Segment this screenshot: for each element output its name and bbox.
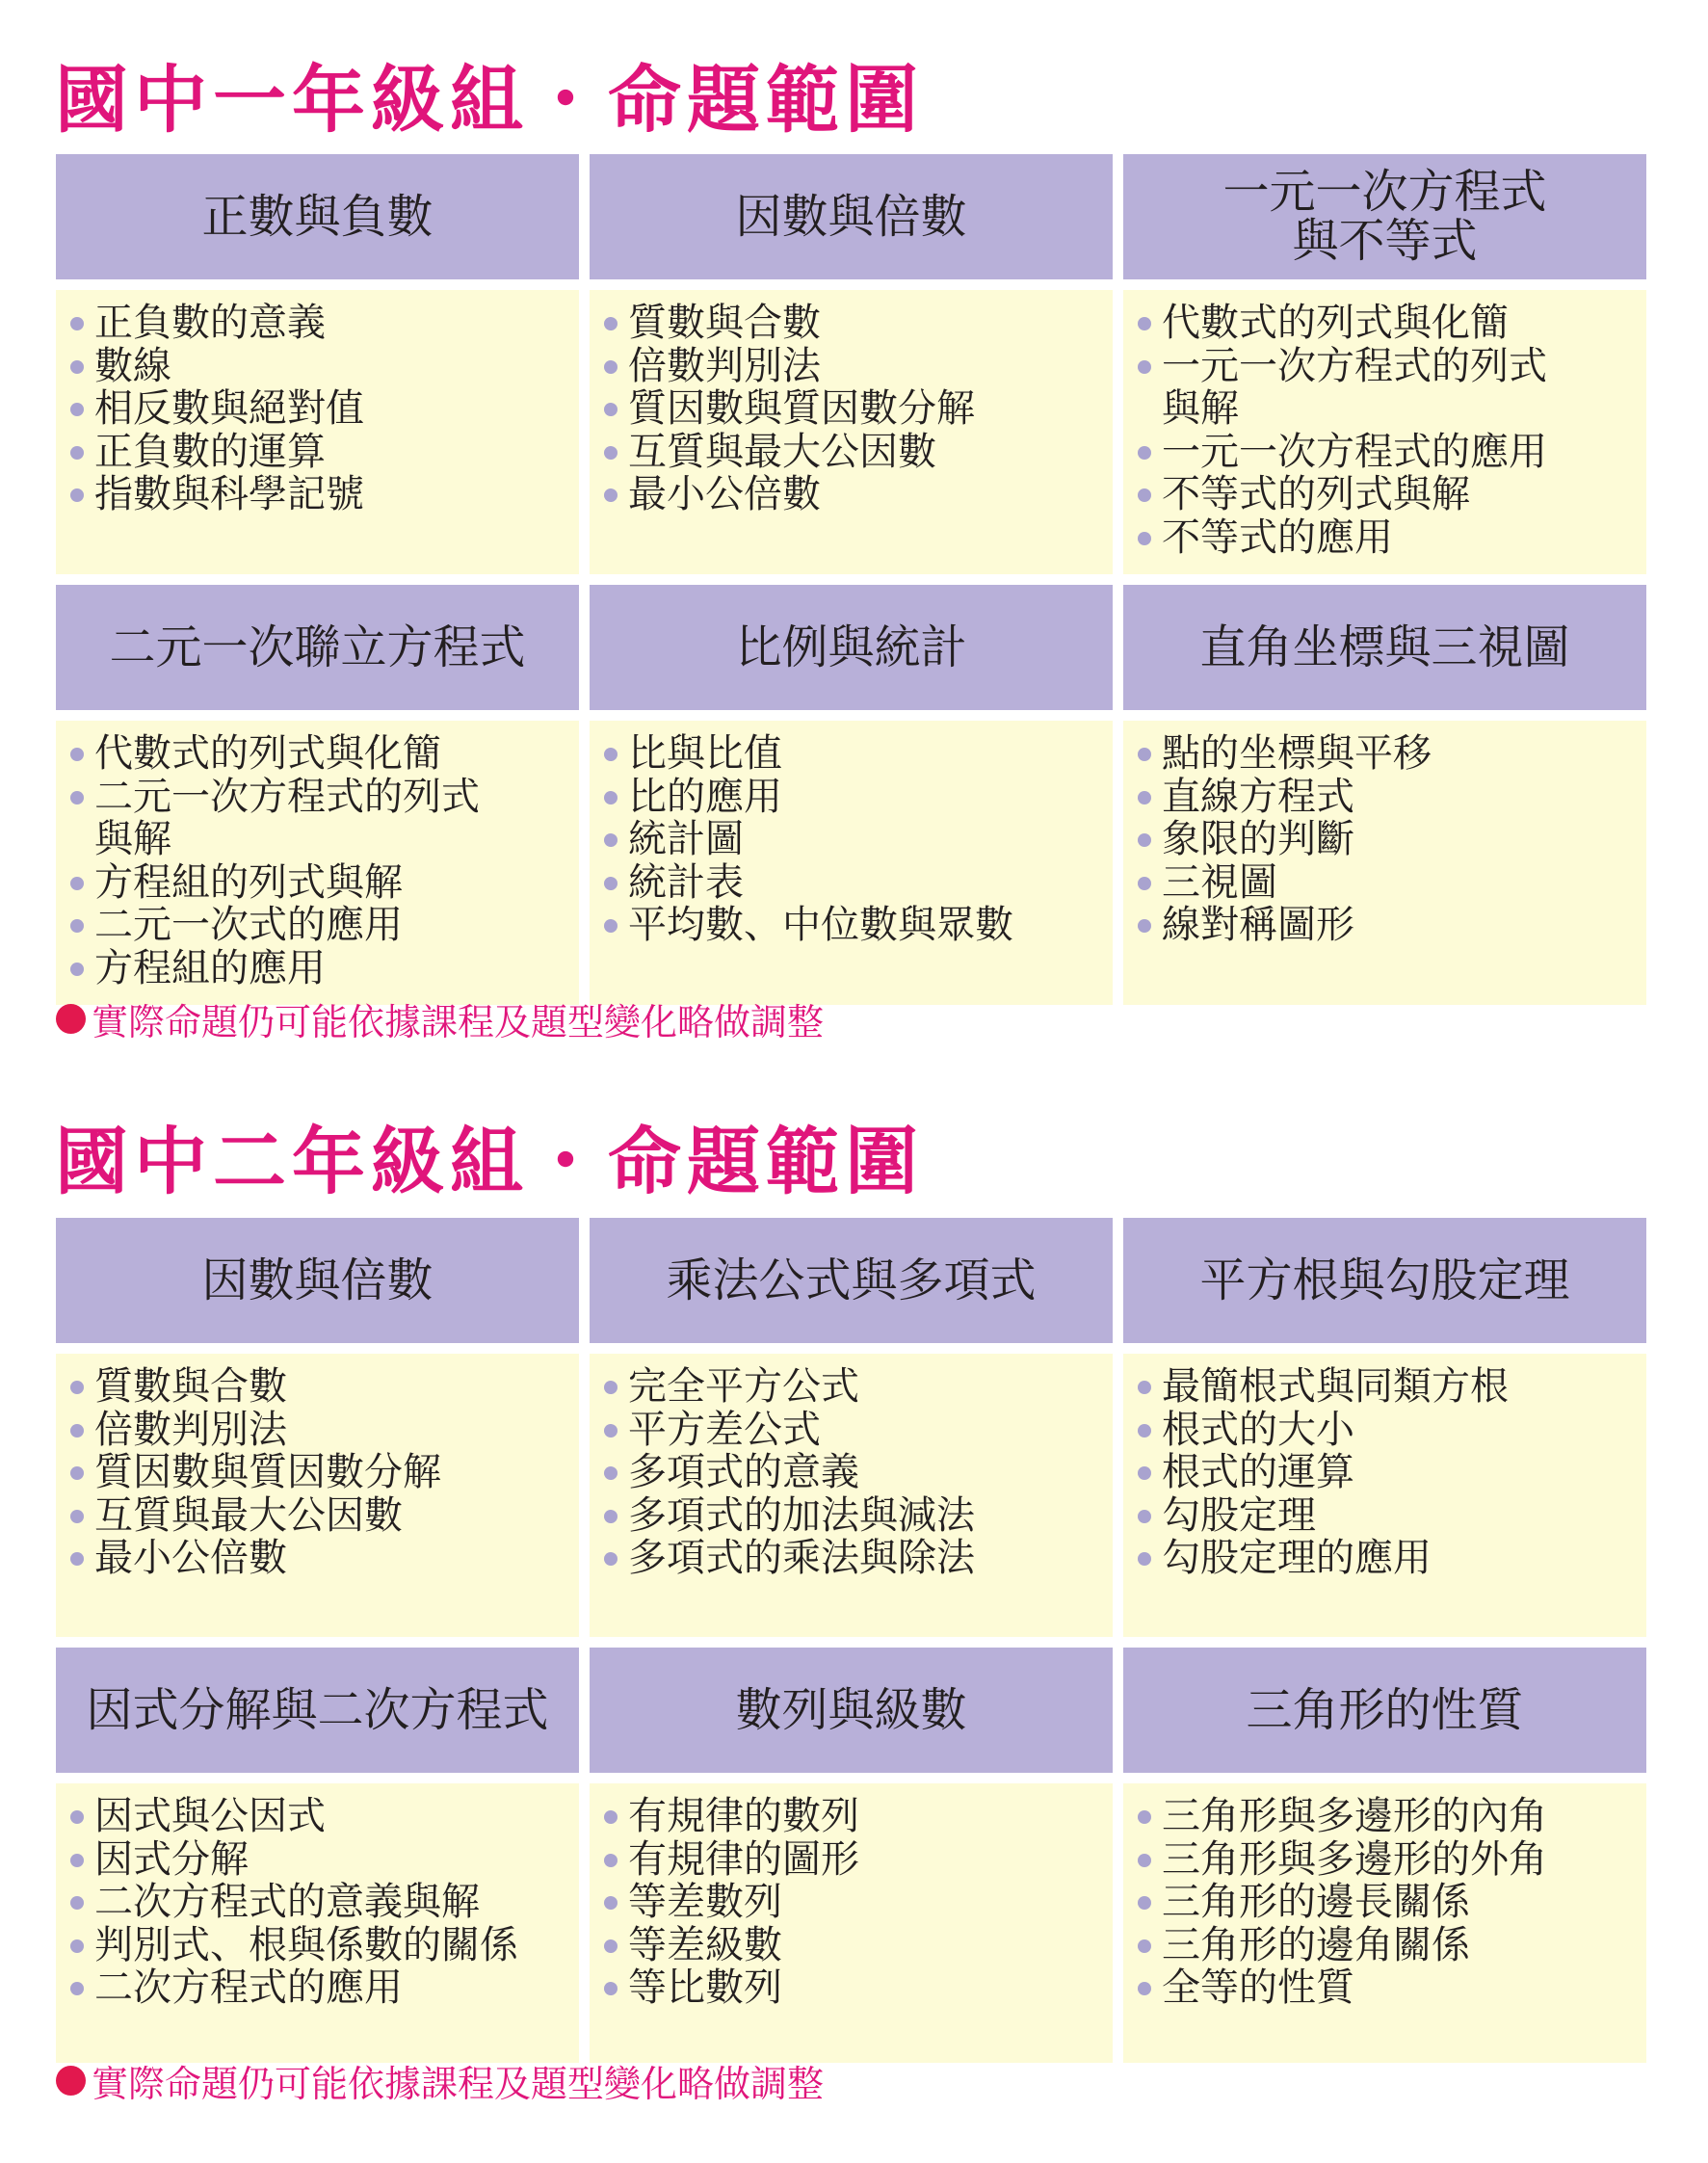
list-item: 一元一次方程式的列式 與解 [1135,345,1637,431]
list-item: 判別式、根與係數的關係 [67,1924,569,1967]
grade1-topic-4-body [56,721,579,1005]
grade1-topic-4-head: 二元一次聯立方程式 [56,585,579,710]
grade2-grid [56,1218,1647,2063]
list-item: 根式的運算 [1135,1451,1637,1494]
list-item: 三視圖 [1135,861,1637,905]
grade1-topic-5-body [590,721,1113,1005]
grade1-grid [56,154,1647,1005]
grade1-topic-6-body [1123,721,1646,1005]
list-item: 質數與合數 [601,302,1103,345]
grade1-topic-3-body [1123,290,1646,574]
list-item: 根式的大小 [1135,1409,1637,1452]
note-text: 實際命題仍可能依據課程及題型變化略做調整 [92,2063,825,2105]
grade2-topic-4-body [56,1783,579,2063]
list-item: 多項式的乘法與除法 [601,1537,1103,1580]
grade2-topic-4-head: 因式分解與二次方程式 [56,1648,579,1773]
list-item: 倍數判別法 [601,345,1103,388]
grade2-topic-5-body [590,1783,1113,2063]
list-item: 有規律的圖形 [601,1838,1103,1882]
grade2-title: 國中二年級組・命題範圍 [55,1119,924,1204]
list-item: 二次方程式的意義與解 [67,1881,569,1924]
grade1-title: 國中一年級組・命題範圍 [55,57,924,143]
list-item: 二次方程式的應用 [67,1966,569,2010]
list-item: 數線 [67,345,569,388]
list-item: 有規律的數列 [601,1795,1103,1838]
list-item: 代數式的列式與化簡 [1135,302,1637,345]
list-item: 點的坐標與平移 [1135,732,1637,776]
list-item: 指數與科學記號 [67,473,569,516]
list-item: 最小公倍數 [601,473,1103,516]
list-item: 質因數與質因數分解 [601,387,1103,431]
list-item: 二元一次式的應用 [67,904,569,947]
list-item: 方程組的應用 [67,947,569,990]
list-item: 等差數列 [601,1881,1103,1924]
list-item: 正負數的運算 [67,431,569,474]
list-item: 象限的判斷 [1135,818,1637,861]
list-item: 完全平方公式 [601,1365,1103,1409]
grade2-note [56,2054,824,2107]
list-item: 比的應用 [601,776,1103,819]
list-item: 三角形的邊角關係 [1135,1924,1637,1967]
grade1-topic-6-head: 直角坐標與三視圖 [1123,585,1646,710]
list-item: 三角形與多邊形的內角 [1135,1795,1637,1838]
grade1-topic-2-body [590,290,1113,574]
list-item: 二元一次方程式的列式 與解 [67,776,569,861]
grade1-topic-1-head: 正數與負數 [56,154,579,279]
list-item: 不等式的應用 [1135,516,1637,560]
list-item: 代數式的列式與化簡 [67,732,569,776]
list-item: 正負數的意義 [67,302,569,345]
grade2-topic-2-head: 乘法公式與多項式 [590,1218,1113,1343]
list-item: 勾股定理 [1135,1494,1637,1538]
list-item: 勾股定理的應用 [1135,1537,1637,1580]
grade1-topic-2-head: 因數與倍數 [590,154,1113,279]
grade2-topic-1-body [56,1354,579,1637]
list-item: 等差級數 [601,1924,1103,1967]
list-item: 全等的性質 [1135,1966,1637,2010]
list-item: 統計圖 [601,818,1103,861]
grade2-topic-1-head: 因數與倍數 [56,1218,579,1343]
list-item: 三角形與多邊形的外角 [1135,1838,1637,1882]
grade2-topic-6-head: 三角形的性質 [1123,1648,1646,1773]
list-item: 互質與最大公因數 [601,431,1103,474]
grade1-topic-3-head: 一元一次方程式 與不等式 [1123,154,1646,279]
grade1-note [56,992,824,1045]
grade1-topic-1-body [56,290,579,574]
list-item: 倍數判別法 [67,1409,569,1452]
list-item: 一元一次方程式的應用 [1135,431,1637,474]
list-item: 互質與最大公因數 [67,1494,569,1538]
list-item: 比與比值 [601,732,1103,776]
list-item: 質因數與質因數分解 [67,1451,569,1494]
list-item: 最簡根式與同類方根 [1135,1365,1637,1409]
list-item: 統計表 [601,861,1103,905]
list-item: 多項式的意義 [601,1451,1103,1494]
list-item: 三角形的邊長關係 [1135,1881,1637,1924]
grade2-topic-5-head: 數列與級數 [590,1648,1113,1773]
red-bullet-icon [56,1004,86,1034]
list-item: 多項式的加法與減法 [601,1494,1103,1538]
list-item: 最小公倍數 [67,1537,569,1580]
list-item: 平均數、中位數與眾數 [601,904,1103,947]
grade2-topic-6-body [1123,1783,1646,2063]
list-item: 質數與合數 [67,1365,569,1409]
list-item: 線對稱圖形 [1135,904,1637,947]
list-item: 因式與公因式 [67,1795,569,1838]
grade1-topic-5-head: 比例與統計 [590,585,1113,710]
list-item: 方程組的列式與解 [67,861,569,905]
grade2-topic-2-body [590,1354,1113,1637]
grade2-topic-3-body [1123,1354,1646,1637]
list-item: 平方差公式 [601,1409,1103,1452]
list-item: 等比數列 [601,1966,1103,2010]
list-item: 因式分解 [67,1838,569,1882]
red-bullet-icon [56,2066,86,2096]
list-item: 直線方程式 [1135,776,1637,819]
note-text: 實際命題仍可能依據課程及題型變化略做調整 [92,1001,825,1043]
list-item: 不等式的列式與解 [1135,473,1637,516]
list-item: 相反數與絕對值 [67,387,569,431]
grade2-topic-3-head: 平方根與勾股定理 [1123,1218,1646,1343]
